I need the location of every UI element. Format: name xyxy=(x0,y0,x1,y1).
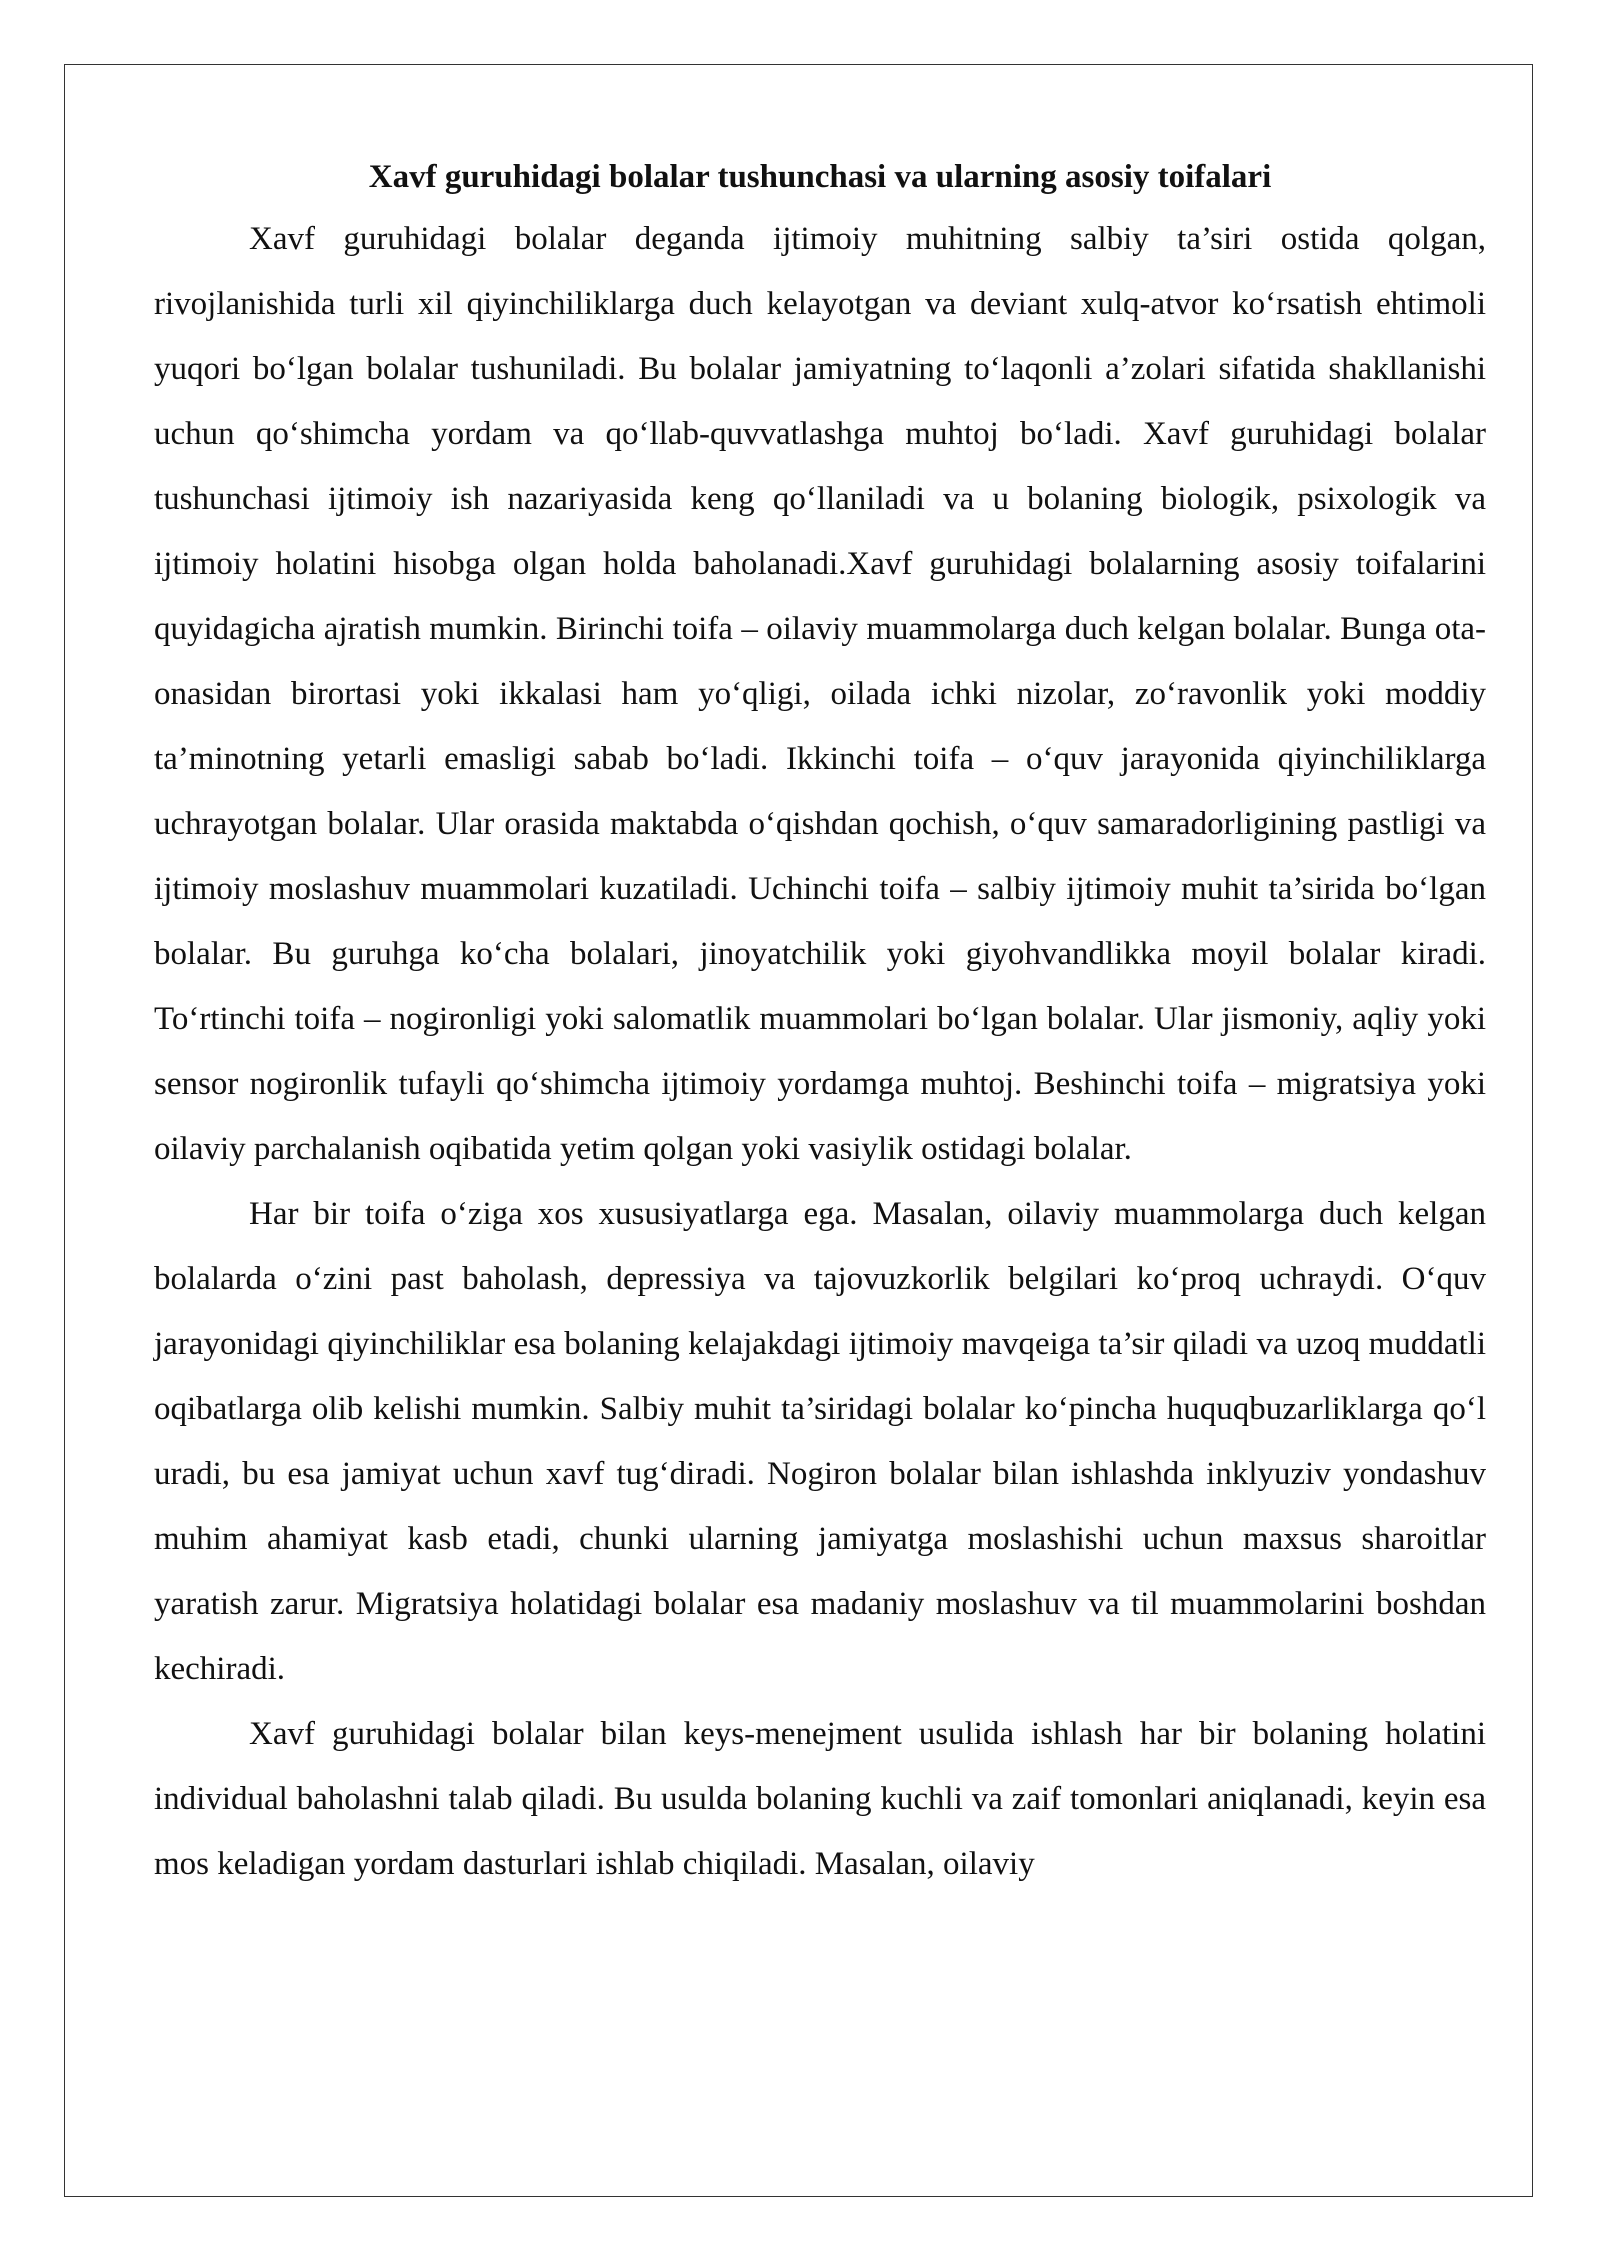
paragraph-2: Har bir toifa o‘ziga xos xususiyatlarga ega. Masalan, oilaviy muammolarga duch kelgan bolalarda o‘zini past baholash, depressiya va tajovuzkorlik belgilari ko‘proq uchraydi. O‘quv jarayonidagi qiyinchiliklar esa bolaning kelajakdagi ijtimoiy mavqeiga ta’sir qiladi va uzoq muddatli oqibatlarga olib kelishi mumkin. Salbiy muhit ta’siridagi bolalar ko‘pincha huquqbuzarliklarga qo‘l uradi, bu esa jamiyat uchun xavf tug‘diradi. Nogiron bolalar bilan ishlashda inklyuziv yondashuv muhim ahamiyat kasb etadi, chunki ularning jamiyatga moslashishi uchun maxsus sharoitlar yaratish zarur. Migratsiya holatidagi bolalar esa madaniy moslashuv va til muammolarini boshdan kechiradi. xyxy=(154,1196,1486,1687)
document-body xyxy=(154,147,1486,1897)
paragraph-1: Xavf guruhidagi bolalar deganda ijtimoiy muhitning salbiy ta’siri ostida qolgan, rivojlanishida turli xil qiyinchiliklarga duch kelayotgan va deviant xulq-atvor ko‘rsatish ehtimoli yuqori bo‘lgan bolalar tushuniladi. Bu bolalar jamiyatning to‘laqonli a’zolari sifatida shakllanishi uchun qo‘shimcha yordam va qo‘llab-quvvatlashga muhtoj bo‘ladi. Xavf guruhidagi bolalar tushunchasi ijtimoiy ish nazariyasida keng qo‘llaniladi va u bolaning biologik, psixologik va ijtimoiy holatini hisobga olgan holda baholanadi.Xavf guruhidagi bolalarning asosiy toifalarini quyidagicha ajratish mumkin. Birinchi toifa – oilaviy muammolarga duch kelgan bolalar. Bunga ota-onasidan birortasi yoki ikkalasi ham yo‘qligi, oilada ichki nizolar, zo‘ravonlik yoki moddiy ta’minotning yetarli emasligi sabab bo‘ladi. Ikkinchi toifa – o‘quv jarayonida qiyinchiliklarga uchrayotgan bolalar. Ular orasida maktabda o‘qishdan qochish, o‘quv samaradorligining pastligi va ijtimoiy moslashuv muammolari kuzatiladi. Uchinchi toifa – salbiy ijtimoiy muhit ta’sirida bo‘lgan bolalar. Bu guruhga ko‘cha bolalari, jinoyatchilik yoki giyohvandlikka moyil bolalar kiradi. To‘rtinchi toifa – nogironligi yoki salomatlik muammolari bo‘lgan bolalar. Ular jismoniy, aqliy yoki sensor nogironlik tufayli qo‘shimcha ijtimoiy yordamga muhtoj. Beshinchi toifa – migratsiya yoki oilaviy parchalanish oqibatida yetim qolgan yoki vasiylik ostidagi bolalar. xyxy=(154,221,1486,1167)
document-title: Xavf guruhidagi bolalar tushunchasi va ularning asosiy toifalari xyxy=(368,159,1272,195)
paragraph-3: Xavf guruhidagi bolalar bilan keys-menejment usulida ishlash har bir bolaning holatini individual baholashni talab qiladi. Bu usulda bolaning kuchli va zaif tomonlari aniqlanadi, keyin esa mos keladigan yordam dasturlari ishlab chiqiladi. Masalan, oilaviy xyxy=(154,1716,1486,1882)
